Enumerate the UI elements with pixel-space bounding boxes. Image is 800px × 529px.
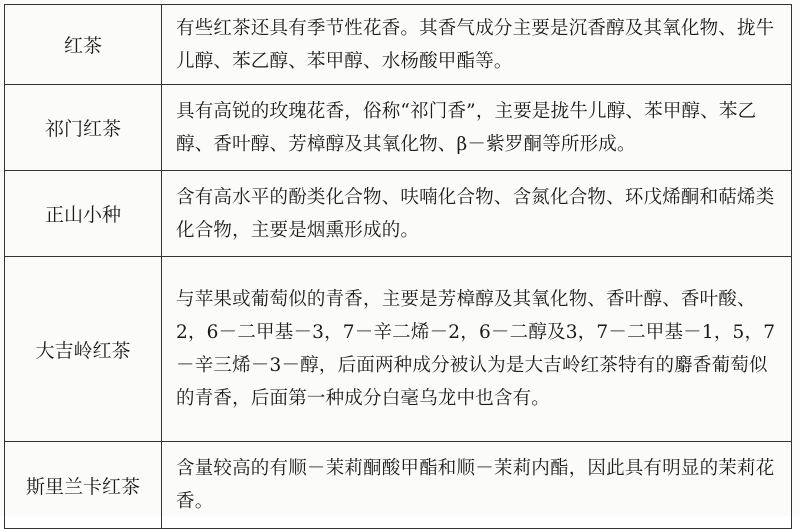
aroma-description-cell: 有些红茶还具有季节性花香。其香气成分主要是沉香醇及其氧化物、拢牛儿醇、苯乙醇、苯甲醇、水杨酸甲酯等。 bbox=[162, 5, 792, 85]
table-row bbox=[5, 442, 792, 529]
tea-aroma-table bbox=[4, 4, 792, 529]
table-row bbox=[5, 171, 792, 257]
aroma-description-cell: 含量较高的有顺－茉莉酮酸甲酯和顺－茉莉内酯，因此具有明显的茉莉花香。 bbox=[162, 442, 792, 529]
table-row bbox=[5, 85, 792, 171]
tea-name-cell: 红茶 bbox=[5, 5, 162, 85]
tea-name-cell: 祁门红茶 bbox=[5, 85, 162, 171]
table-row bbox=[5, 257, 792, 442]
tea-name-cell: 大吉岭红茶 bbox=[5, 257, 162, 442]
aroma-description-cell: 具有高锐的玫瑰花香，俗称“祁门香”，主要是拢牛儿醇、苯甲醇、苯乙醇、香叶醇、芳樟醇及其氧化物、β－紫罗酮等所形成。 bbox=[162, 85, 792, 171]
tea-name-cell: 正山小种 bbox=[5, 171, 162, 257]
aroma-description-cell: 含有高水平的酚类化合物、呋喃化合物、含氮化合物、环戊烯酮和萜烯类化合物，主要是烟熏形成的。 bbox=[162, 171, 792, 257]
tea-name-cell: 斯里兰卡红茶 bbox=[5, 442, 162, 529]
table-row bbox=[5, 5, 792, 85]
aroma-description-cell: 与苹果或葡萄似的青香，主要是芳樟醇及其氧化物、香叶醇、香叶酸、2，6－二甲基－3，7－辛二烯－2，6－二醇及3，7－二甲基－1，5，7－辛三烯－3－醇，后面两种成分被认为是大吉岭红茶特有的麝香葡萄似的青香，后面第一种成分白毫乌龙中也含有。 bbox=[162, 257, 792, 442]
